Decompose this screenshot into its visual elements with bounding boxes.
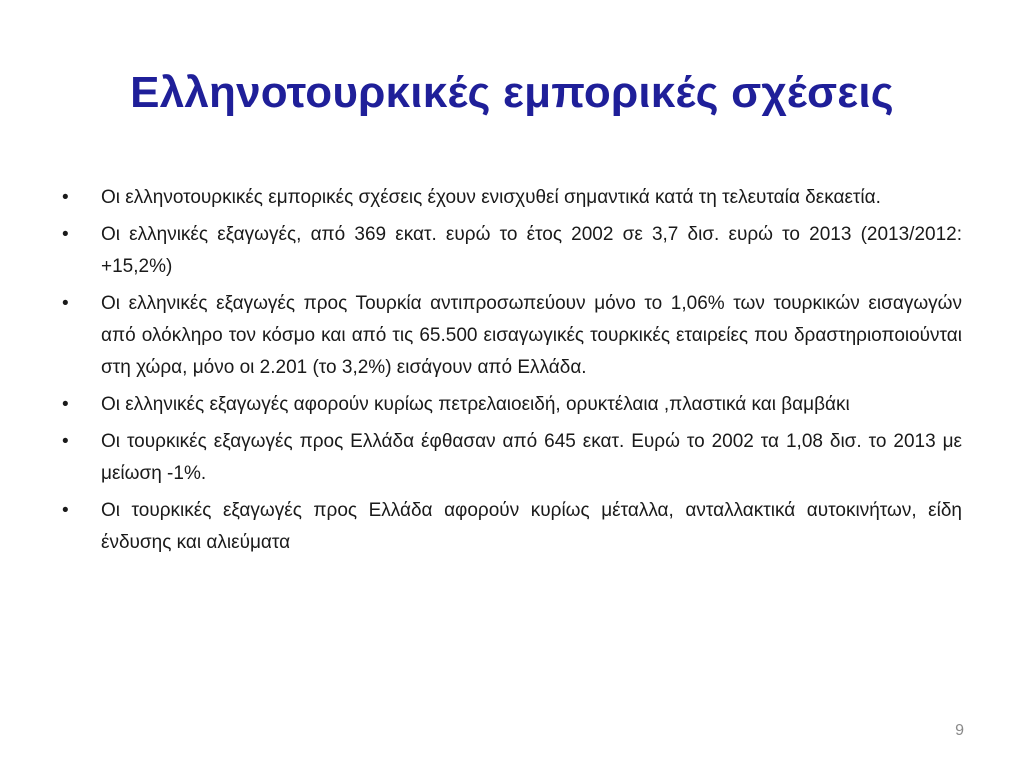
- bullet-item: [62, 389, 962, 421]
- bullet-text: Οι ελληνικές εξαγωγές προς Τουρκία αντιπροσωπεύουν μόνο το 1,06% των τουρκικών εισαγωγών από ολόκληρο τον κόσμο και από τις 65.500 εισαγωγικές τουρκικές εταιρείες που δραστηριοποιούνται στη χώρα, μόνο οι 2.201 (το 3,2%) εισάγουν από Ελλάδα.: [101, 293, 962, 378]
- bullet-item: [62, 495, 962, 559]
- page-number: 9: [955, 722, 964, 739]
- bullet-list: [62, 182, 962, 564]
- bullet-item: [62, 426, 962, 490]
- bullet-item: [62, 219, 962, 283]
- bullet-icon: •: [62, 293, 69, 314]
- bullet-item: [62, 182, 962, 214]
- bullet-text: Οι ελληνικές εξαγωγές αφορούν κυρίως πετρελαιοειδή, ορυκτέλαια ,πλαστικά και βαμβάκι: [101, 394, 850, 415]
- bullet-icon: •: [62, 500, 69, 521]
- bullet-icon: •: [62, 224, 69, 245]
- bullet-item: [62, 288, 962, 384]
- bullet-icon: •: [62, 394, 69, 415]
- bullet-text: Οι ελληνοτουρκικές εμπορικές σχέσεις έχουν ενισχυθεί σημαντικά κατά τη τελευταία δεκαετία.: [101, 187, 881, 208]
- slide-title: Ελληνοτουρκικές εμπορικές σχέσεις: [130, 68, 894, 117]
- bullet-text: Οι τουρκικές εξαγωγές προς Ελλάδα έφθασαν από 645 εκατ. Ευρώ το 2002 τα 1,08 δισ. το 2013 με μείωση -1%.: [101, 431, 962, 484]
- bullet-text: Οι ελληνικές εξαγωγές, από 369 εκατ. ευρώ το έτος 2002 σε 3,7 δισ. ευρώ το 2013 (2013/2012: +15,2%): [101, 224, 962, 277]
- bullet-icon: •: [62, 431, 69, 452]
- bullet-text: Οι τουρκικές εξαγωγές προς Ελλάδα αφορούν κυρίως μέταλλα, ανταλλακτικά αυτοκινήτων, είδη ένδυσης και αλιεύματα: [101, 500, 962, 553]
- bullet-icon: •: [62, 187, 69, 208]
